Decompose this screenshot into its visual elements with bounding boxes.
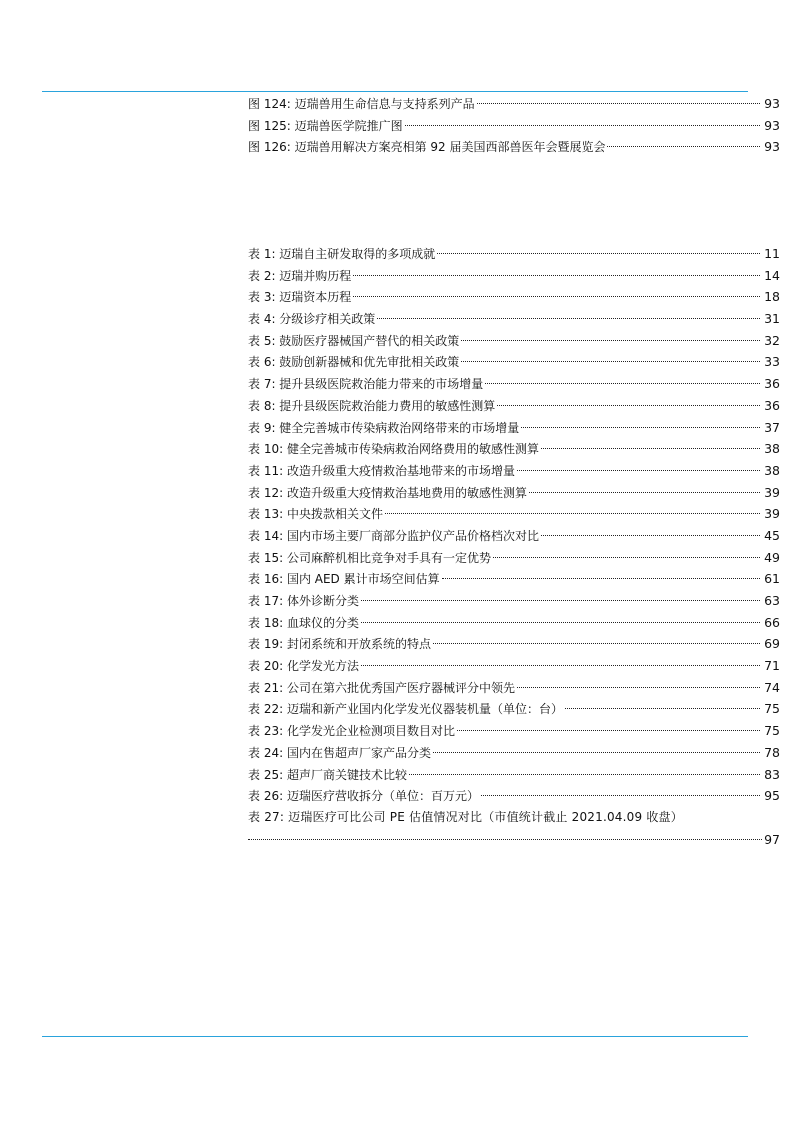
dot-leader [607, 146, 760, 147]
entry-label: 图 125: 迈瑞兽医学院推广图 [248, 118, 403, 133]
toc-entry[interactable] [248, 503, 780, 525]
dot-leader [485, 383, 760, 384]
entry-page: 75 [764, 701, 780, 717]
dot-leader [457, 730, 760, 731]
dot-leader [377, 318, 760, 319]
entry-label: 表 6: 鼓励创新器械和优先审批相关政策 [248, 355, 460, 370]
figure-list [248, 93, 780, 158]
entry-page: 71 [764, 658, 780, 674]
toc-entry[interactable] [248, 243, 780, 265]
toc-entry[interactable] [248, 351, 780, 373]
dot-leader [361, 665, 760, 666]
dot-leader [517, 687, 760, 688]
toc-entry[interactable] [248, 785, 780, 807]
entry-label: 表 3: 迈瑞资本历程 [248, 290, 352, 305]
entry-label: 表 7: 提升县级医院救治能力带来的市场增量 [248, 377, 484, 392]
entry-label: 表 14: 国内市场主要厂商部分监护仪产品价格档次对比 [248, 528, 539, 543]
dot-leader [481, 795, 760, 796]
entry-label: 表 26: 迈瑞医疗营收拆分（单位：百万元） [248, 789, 479, 804]
entry-label: 表 22: 迈瑞和新产业国内化学发光仪器装机量（单位：台） [248, 702, 563, 717]
toc-entry[interactable] [248, 460, 780, 482]
entry-label: 表 24: 国内在售超声厂家产品分类 [248, 745, 431, 760]
toc-entry[interactable] [248, 525, 780, 547]
toc-entry[interactable] [248, 655, 780, 677]
dot-leader [497, 405, 760, 406]
dot-leader [477, 103, 760, 104]
dot-leader [461, 340, 760, 341]
entry-label: 表 20: 化学发光方法 [248, 659, 359, 674]
entry-label: 表 25: 超声厂商关键技术比较 [248, 767, 407, 782]
toc-entry[interactable] [248, 438, 780, 460]
dot-leader [361, 600, 760, 601]
entry-page: 11 [764, 246, 780, 261]
entry-label: 表 15: 公司麻醉机相比竞争对手具有一定优势 [248, 550, 491, 565]
entry-page: 33 [764, 354, 780, 370]
toc-entry[interactable] [248, 633, 780, 655]
toc-entry[interactable] [248, 720, 780, 742]
toc-entry[interactable] [248, 330, 780, 352]
dot-leader [521, 427, 760, 428]
entry-page: 61 [764, 571, 780, 587]
toc-entry[interactable] [248, 568, 780, 590]
entry-page: 39 [764, 484, 780, 500]
dot-leader [437, 253, 760, 254]
entry-label: 表 4: 分级诊疗相关政策 [248, 312, 376, 327]
entry-label: 表 11: 改造升级重大疫情救治基地带来的市场增量 [248, 463, 515, 478]
entry-page: 83 [764, 766, 780, 782]
entry-page: 38 [764, 441, 780, 457]
entry-page: 75 [764, 723, 780, 739]
entry-label: 表 10: 健全完善城市传染病救治网络费用的敏感性测算 [248, 442, 539, 457]
entry-label: 表 5: 鼓励医疗器械国产替代的相关政策 [248, 333, 460, 348]
toc-entry[interactable] [248, 612, 780, 634]
entry-label: 表 13: 中央拨款相关文件 [248, 507, 383, 522]
entry-page: 36 [764, 376, 780, 392]
toc-entry[interactable] [248, 373, 780, 395]
entry-label: 表 2: 迈瑞并购历程 [248, 268, 352, 283]
entry-page: 32 [764, 332, 780, 348]
entry-label: 表 9: 健全完善城市传染病救治网络带来的市场增量 [248, 420, 520, 435]
toc-entry[interactable] [248, 265, 780, 287]
toc-entry[interactable] [248, 764, 780, 786]
entry-page: 97 [764, 831, 780, 847]
entry-page: 36 [764, 397, 780, 413]
entry-label: 表 27: 迈瑞医疗可比公司 PE 估值情况对比（市值统计截止 2021.04.09 收盘） [248, 809, 683, 824]
entry-label: 图 124: 迈瑞兽用生命信息与支持系列产品 [248, 97, 475, 111]
dot-leader [405, 125, 760, 126]
dot-leader [433, 643, 760, 644]
toc-entry[interactable] [248, 698, 780, 720]
footer-rule [42, 1036, 748, 1037]
toc-entry[interactable] [248, 115, 780, 137]
entry-label: 表 18: 血球仪的分类 [248, 615, 359, 630]
entry-page: 31 [764, 311, 780, 327]
dot-leader [353, 296, 760, 297]
entry-label: 表 16: 国内 AED 累计市场空间估算 [248, 572, 440, 587]
entry-page: 74 [764, 679, 780, 695]
entry-label: 表 1: 迈瑞自主研发取得的多项成就 [248, 247, 436, 261]
entry-page: 78 [764, 744, 780, 760]
dot-leader [433, 752, 760, 753]
toc-entry[interactable] [248, 308, 780, 330]
dot-leader [541, 448, 760, 449]
dot-leader [517, 470, 760, 471]
toc-entry[interactable] [248, 286, 780, 308]
header-rule [42, 91, 748, 92]
toc-entry[interactable] [248, 590, 780, 612]
dot-leader [353, 275, 760, 276]
entry-label: 表 23: 化学发光企业检测项目数目对比 [248, 724, 455, 739]
dot-leader [385, 513, 760, 514]
toc-entry[interactable] [248, 417, 780, 439]
entry-page: 93 [764, 139, 780, 155]
entry-label: 图 126: 迈瑞兽用解决方案亮相第 92 届美国西部兽医年会暨展览会 [248, 140, 606, 155]
entry-page: 63 [764, 593, 780, 608]
entry-page: 93 [764, 117, 780, 133]
table-list [248, 243, 780, 850]
dot-leader [461, 361, 760, 362]
toc-entry[interactable] [248, 93, 780, 115]
dot-leader [541, 535, 760, 536]
entry-label: 表 8: 提升县级医院救治能力费用的敏感性测算 [248, 398, 496, 413]
toc-entry[interactable] [248, 395, 780, 417]
entry-page: 45 [764, 527, 780, 543]
dot-leader [248, 839, 762, 840]
dot-leader [493, 557, 760, 558]
entry-page: 39 [764, 506, 780, 522]
entry-label: 表 12: 改造升级重大疫情救治基地费用的敏感性测算 [248, 485, 527, 500]
entry-label: 表 19: 封闭系统和开放系统的特点 [248, 637, 431, 652]
toc-entry[interactable] [248, 547, 780, 569]
entry-label: 表 17: 体外诊断分类 [248, 594, 359, 608]
entry-label: 表 21: 公司在第六批优秀国产医疗器械评分中领先 [248, 680, 515, 695]
entry-page: 14 [764, 267, 780, 283]
entry-page: 66 [764, 614, 780, 630]
toc-entry[interactable] [248, 136, 780, 158]
toc-entry[interactable] [248, 807, 780, 850]
dot-leader [409, 774, 760, 775]
entry-page: 93 [764, 96, 780, 111]
toc-entry[interactable] [248, 742, 780, 764]
dot-leader [442, 578, 760, 579]
dot-leader [529, 492, 760, 493]
entry-page: 38 [764, 462, 780, 478]
dot-leader [361, 622, 760, 623]
toc-entry[interactable] [248, 677, 780, 699]
entry-page: 49 [764, 549, 780, 565]
entry-page: 95 [764, 788, 780, 804]
entry-page: 69 [764, 636, 780, 652]
entry-page: 37 [764, 419, 780, 435]
entry-page: 18 [764, 289, 780, 305]
dot-leader [565, 708, 760, 709]
toc-entry[interactable] [248, 482, 780, 504]
